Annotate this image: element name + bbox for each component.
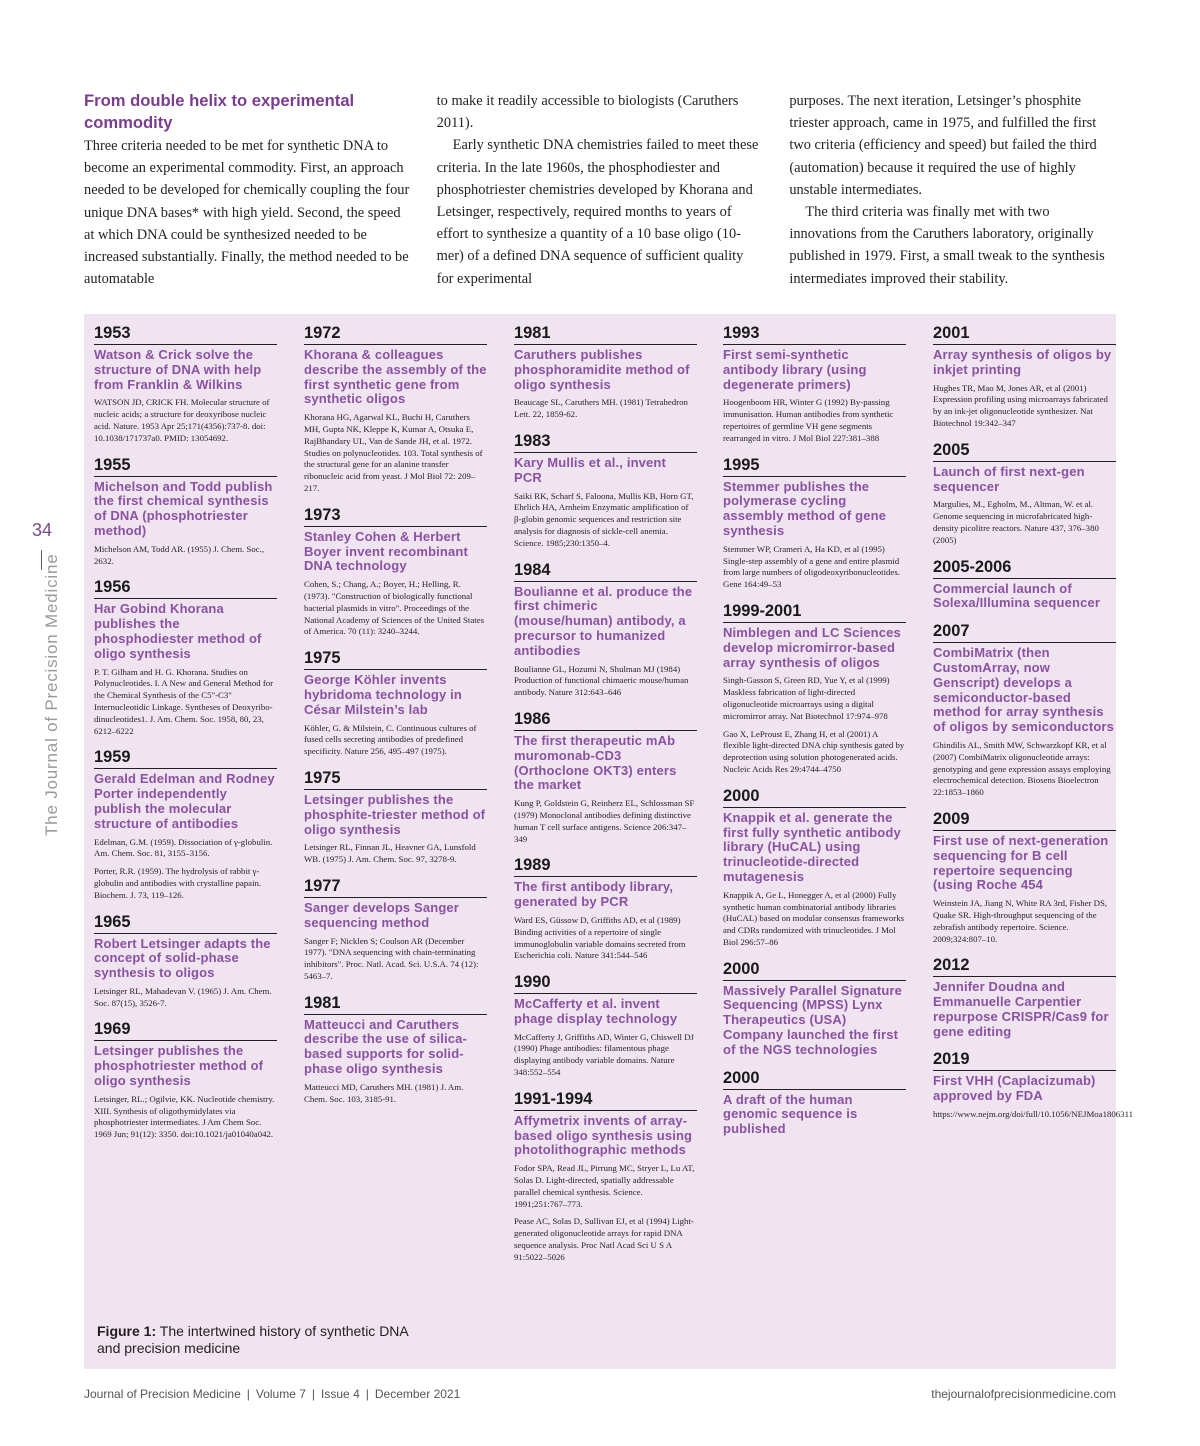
timeline-reference: Matteucci MD, Caruthers MH. (1981) J. Am. Chem. Soc. 103, 3185-91. — [304, 1081, 464, 1104]
timeline-reference: Saiki RK, Scharf S, Faloona, Mullis KB, Horn GT, Ehrlich HA, Arnheim Enzymatic amplification of β-globin genomic sequences and restriction site analysis for diagnosis of sickle-cell anemia. Science. 1985;230:1350–4. — [514, 490, 694, 548]
timeline-event-title: Sanger develops Sanger sequencing method — [304, 899, 460, 930]
page-footer — [84, 1387, 1116, 1403]
journal-name-vertical: The Journal of Precision Medicine — [42, 553, 61, 836]
footer-separator: | — [246, 1387, 250, 1401]
timeline-reference: Porter, R.R. (1959). The hydrolysis of rabbit γ-globulin and antibodies with crystalline papain. Biochem. J. 73, 119–126. — [94, 866, 262, 900]
timeline-entry — [304, 769, 487, 866]
intro-paragraph: to make it readily accessible to biologists (Caruthers 2011). — [436, 93, 739, 132]
timeline-column — [933, 324, 1134, 1132]
timeline-column — [304, 324, 487, 1116]
timeline-entry — [723, 602, 906, 776]
timeline-year: 1990 — [514, 973, 697, 994]
timeline-reference: WATSON JD, CRICK FH. Molecular structure of nucleic acids; a structure for deoxyribose nucleic acid. Nature. 1953 Apr 25;171(4356):737-8. doi: 10.1038/171737a0. PMID: 13054692. — [94, 397, 270, 443]
timeline-entry — [304, 877, 487, 983]
timeline-entry — [514, 561, 697, 699]
timeline-entry — [94, 1020, 277, 1141]
timeline-references — [514, 798, 697, 845]
timeline-entry — [514, 710, 697, 845]
timeline-column — [514, 324, 697, 1275]
timeline-references — [723, 890, 906, 949]
timeline-references — [304, 1082, 487, 1106]
timeline-event-title: Khorana & colleagues describe the assembly of the first synthetic gene from synthetic oligos — [304, 347, 487, 407]
timeline-references — [514, 397, 697, 421]
timeline-event-title: Jennifer Doudna and Emmanuelle Carpentier repurpose CRISPR/Cas9 for gene editing — [933, 979, 1109, 1039]
timeline-event-title: Letsinger publishes the phosphotriester method of oligo synthesis — [94, 1043, 264, 1089]
timeline-entry — [514, 856, 697, 962]
timeline-column — [723, 324, 906, 1148]
timeline-entry — [723, 960, 906, 1058]
intro-paragraph: Three criteria needed to be met for synthetic DNA to become an experimental commodity. First, an approach needed to be developed for chemically coupling the four unique DNA bases* with high yield. Second, the speed at which DNA could be synthesized needed to be increased substantially. Finally, the method needed to be automatable — [84, 138, 410, 288]
side-folio — [0, 500, 84, 860]
timeline-references — [304, 579, 487, 638]
timeline-year: 1975 — [304, 769, 487, 790]
timeline-reference: Pease AC, Solas D, Sullivan EJ, et al (1994) Light-generated oligonucleotide arrays for rapid DNA sequence analysis. Proc Natl Acad Sci U S A 91:5022–5026 — [514, 1216, 694, 1262]
timeline-entry — [933, 558, 1116, 612]
timeline-year: 1956 — [94, 578, 277, 599]
timeline-reference: Michelson AM, Todd AR. (1955) J. Chem. Soc., 2632. — [94, 543, 265, 566]
section-heading: From double helix to experimental commodity — [84, 91, 355, 132]
intro-paragraph: Early synthetic DNA chemistries failed to meet these criteria. In the late 1960s, the phosphodiester and phosphotriester chemistries developed by Khorana and Letsinger, respectively, required months to years of effort to synthesize a quantity of a 10 base oligo (10-mer) of a defined DNA sequence of sufficient quality for experimental — [436, 137, 759, 287]
timeline-year: 1959 — [94, 748, 277, 769]
timeline-entry — [304, 649, 487, 758]
timeline-event-title: George Köhler invents hybridoma technology in César Milstein’s lab — [304, 672, 463, 717]
timeline-event-title: Har Gobind Khorana publishes the phosphodiester method of oligo synthesis — [94, 601, 262, 661]
footer-date: December 2021 — [374, 1387, 461, 1401]
timeline-year: 2019 — [933, 1050, 1116, 1071]
timeline-event-title: McCafferty et al. invent phage display technology — [514, 996, 678, 1026]
timeline-references — [514, 915, 697, 962]
timeline-references — [933, 499, 1116, 546]
timeline-event-title: Kary Mullis et al., invent PCR — [514, 454, 666, 485]
timeline-reference: Edelman, G.M. (1959). Dissociation of γ-globulin. Am. Chem. Soc. 81, 3155–3156. — [94, 836, 273, 859]
timeline-year: 1993 — [723, 324, 906, 345]
timeline-references — [933, 740, 1116, 799]
timeline-references — [94, 544, 277, 568]
timeline-event-title: Stemmer publishes the polymerase cycling assembly method of gene synthesis — [723, 478, 887, 538]
timeline-reference: Ghindilis AL, Smith MW, Schwarzkopf KR, et al (2007) CombiMatrix oligonucleotide arrays: genotyping and gene expression assays employing electrochemical detection. Biosens Bioelectron 22:1853–1860 — [933, 739, 1111, 798]
timeline-reference: https://www.nejm.org/doi/full/10.1056/NEJMoa1806311 — [933, 1109, 1134, 1120]
timeline-references — [514, 1032, 697, 1079]
timeline-references — [723, 544, 906, 591]
timeline-reference: McCafferty J, Griffiths AD, Winter G, Chiswell DJ (1990) Phage antibodies: filamentous phage displaying antibody variable domains. Nature 348:552–554 — [514, 1031, 694, 1078]
timeline-references — [514, 1163, 697, 1263]
timeline-year: 1981 — [514, 324, 697, 345]
timeline-entry — [514, 973, 697, 1079]
timeline-event-title: Watson & Crick solve the structure of DNA with help from Franklin & Wilkins — [94, 347, 262, 392]
intro-paragraph: The third criteria was finally met with two innovations from the Caruthers laboratory, originally published in 1979. First, a small tweak to the synthesis intermediates improved their stability. — [789, 204, 1105, 287]
timeline-reference: Sanger F; Nicklen S; Coulson AR (December 1977). "DNA sequencing with chain-terminating inhibitors". Proc. Natl. Acad. Sci. U.S.A. 74 (12): 5463–7. — [304, 935, 479, 981]
timeline-event-title: CombiMatrix (then CustomArray, now Genscript) develops a semiconductor-based method for array synthesis of oligos by semiconductors — [933, 645, 1115, 735]
timeline-entry — [933, 1050, 1134, 1120]
footer-separator: | — [365, 1387, 369, 1401]
timeline-references — [304, 842, 487, 866]
timeline-references — [514, 491, 697, 550]
footer-website: thejournalofprecisionmedicine.com — [931, 1387, 1116, 1401]
footer-citation — [84, 1387, 460, 1401]
article-intro — [84, 90, 1116, 290]
timeline-year: 1984 — [514, 561, 697, 582]
timeline-entry — [94, 913, 277, 1010]
timeline-entry — [304, 506, 487, 638]
timeline-reference: Singh-Gasson S, Green RD, Yue Y, et al (1999) Maskless fabrication of light-directed oligonucleotide microarrays using a digital micromirror array. Nat Biotechnol 17:974–978 — [723, 675, 890, 721]
timeline-entry — [94, 748, 277, 901]
timeline-event-title: Nimblegen and LC Sciences develop micromirror-based array synthesis of oligos — [723, 624, 901, 670]
timeline-entry — [933, 810, 1116, 945]
timeline-references — [94, 667, 277, 738]
timeline-year: 2005 — [933, 441, 1116, 462]
timeline-year: 2012 — [933, 956, 1116, 977]
timeline-entry — [94, 578, 277, 737]
timeline-reference: Letsinger RL, Finnan JL, Heavner GA, Lunsfold WB. (1975) J. Am. Chem. Soc. 97, 3278-9. — [304, 842, 476, 865]
timeline-reference: Kung P, Goldstein G, Reinherz EL, Schlossman SF (1979) Monoclonal antibodies defining distinctive human T cell surface antigens. Science 206:347–349 — [514, 798, 695, 844]
timeline-year: 2005-2006 — [933, 558, 1116, 579]
timeline-reference: Beaucage SL, Caruthers MH. (1981) Tetrahedron Lett. 22, 1859-62. — [514, 397, 688, 420]
timeline-event-title: Stanley Cohen & Herbert Boyer invent recombinant DNA technology — [304, 528, 468, 574]
timeline-year: 2007 — [933, 622, 1116, 643]
timeline-references — [933, 898, 1116, 945]
timeline-reference: Köhler, G. & Milstein, C. Continuous cultures of fused cells secreting antibodies of predefined specificity. Nature 256, 495–497 (1975). — [304, 722, 477, 757]
timeline-references — [723, 397, 906, 444]
timeline-references — [94, 986, 277, 1010]
timeline-year: 1995 — [723, 456, 906, 477]
timeline-entry — [304, 994, 487, 1106]
timeline-reference: Stemmer WP, Crameri A, Ha KD, et al (1995) Single-step assembly of a gene and entire plasmid from large numbers of oligodeoxyribonucleotides. Gene 164:49–53 — [723, 543, 900, 590]
figure-caption — [97, 1323, 427, 1357]
figure-caption-label: Figure 1: — [97, 1323, 157, 1339]
intro-column-2 — [437, 90, 764, 290]
timeline-reference: Hughes TR, Mao M, Jones AR, et al (2001) Expression profiling using microarrays fabricated by an ink-jet oligonucleotide synthesizer. Nat Biotechnol 19:342–347 — [933, 382, 1108, 428]
timeline-entry — [514, 324, 697, 421]
timeline-column — [94, 324, 277, 1152]
timeline-entry — [723, 324, 906, 445]
timeline-entry — [933, 622, 1116, 799]
timeline-event-title: Letsinger publishes the phosphite-triester method of oligo synthesis — [304, 791, 486, 837]
timeline-entry — [94, 324, 277, 445]
timeline-entry — [933, 324, 1116, 430]
timeline-entry — [723, 1069, 906, 1137]
timeline-event-title: First VHH (Caplacizumab) approved by FDA — [933, 1073, 1096, 1104]
timeline-event-title: Array synthesis of oligos by inkjet printing — [933, 347, 1112, 377]
timeline-reference: Cohen, S.; Chang, A.; Boyer, H.; Helling, R. (1973). "Construction of biologically functional bacterial plasmids in vitro". Proceedings of the National Academy of Sciences of the United States of America. 70 (11): 3240–3244. — [304, 579, 485, 637]
timeline-year: 1973 — [304, 506, 487, 527]
timeline-year: 2000 — [723, 787, 906, 808]
timeline-event-title: Affymetrix invents of array-based oligo synthesis using photolithographic methods — [514, 1112, 693, 1158]
timeline-event-title: First semi-synthetic antibody library (using degenerate primers) — [723, 347, 867, 392]
timeline-reference: Boulianne GL, Hozumi N, Shulman MJ (1984) Production of functional chimaeric mouse/human antibody. Nature 312:643–646 — [514, 663, 689, 698]
timeline-entry — [304, 324, 487, 495]
timeline-year: 1969 — [94, 1020, 277, 1041]
timeline-year: 1986 — [514, 710, 697, 731]
timeline-year: 1972 — [304, 324, 487, 345]
timeline-year: 1991-1994 — [514, 1090, 697, 1111]
timeline-entry — [514, 1090, 697, 1264]
timeline-event-title: The first therapeutic mAb muromonab-CD3 (Orthoclone OKT3) enters the market — [514, 732, 677, 793]
figure-caption-text: The intertwined history of synthetic DNA and precision medicine — [97, 1323, 408, 1356]
timeline-event-title: Matteucci and Caruthers describe the use of silica-based supports for solid-phase oligo synthesis — [304, 1016, 467, 1077]
timeline-reference: Letsinger, RL.; Ogilvie, KK. Nucleotide chemistry. XIII. Synthesis of oligothymidylates via phosphotriester intermediates. J Am Chem Soc. 1969 Jun; 91(12): 3350. doi:10.1021/ja01040a042. — [94, 1093, 275, 1140]
timeline-event-title: Launch of first next-gen sequencer — [933, 463, 1085, 494]
timeline-year: 1975 — [304, 649, 487, 670]
timeline-references — [94, 1094, 277, 1141]
timeline-reference: Letsinger RL, Mahadevan V. (1965) J. Am. Chem. Soc. 87(15), 3526-7. — [94, 985, 272, 1008]
timeline-reference: Hoogenboom HR, Winter G (1992) By-passing immunisation. Human antibodies from synthetic repertoires of germline VH gene segments rearranged in vitro. J Mol Biol 227:381–388 — [723, 397, 894, 443]
footer-issue: Issue 4 — [321, 1387, 360, 1401]
timeline-reference: Knappik A, Ge L, Honegger A, et al (2000) Fully synthetic human combinatorial antibody libraries (HuCAL) based on modular consensus frameworks and CDRs randomized with trinucleotides. J Mol Biol 296:57–86 — [723, 889, 905, 947]
timeline-year: 1981 — [304, 994, 487, 1015]
timeline-figure — [84, 314, 1134, 1369]
timeline-year: 2000 — [723, 1069, 906, 1090]
timeline-entry — [514, 432, 697, 550]
timeline-year: 2009 — [933, 810, 1116, 831]
timeline-references — [94, 837, 277, 902]
timeline-year: 1955 — [94, 456, 277, 477]
timeline-event-title: Caruthers publishes phosphoramidite method of oligo synthesis — [514, 347, 690, 392]
timeline-entry — [94, 456, 277, 568]
timeline-event-title: Commercial launch of Solexa/Illumina sequencer — [933, 580, 1101, 611]
timeline-reference: Weinstein JA, Jiang N, White RA 3rd, Fisher DS, Quake SR. High-throughput sequencing of the zebrafish antibody repertoire. Science. 2009;324:807–10. — [933, 898, 1108, 944]
timeline-references — [514, 664, 697, 699]
timeline-reference: Gao X, LeProust E, Zhang H, et al (2001) A flexible light-directed DNA chip synthesis gated by deprotection using solution photogenerated acids. Nucleic Acids Res 29:4744–4750 — [723, 728, 905, 774]
timeline-reference: Ward ES, Güssow D, Griffiths AD, et al (1989) Binding activities of a repertoire of single immunoglobulin variable domains secreted from Escherichia coli. Nature 341:544–546 — [514, 914, 686, 961]
timeline-event-title: Gerald Edelman and Rodney Porter independently publish the molecular structure of antibodies — [94, 771, 275, 831]
timeline-event-title: Robert Letsinger adapts the concept of solid-phase synthesis to oligos — [94, 935, 271, 981]
timeline-references — [304, 936, 487, 983]
footer-separator: | — [311, 1387, 316, 1401]
timeline-reference: Fodor SPA, Read JL, Pirrung MC, Stryer L, Lu AT, Solas D. Light-directed, spatially addressable parallel chemical synthesis. Science. 1991;251:767–773. — [514, 1163, 695, 1209]
timeline-entry — [723, 787, 906, 949]
timeline-references — [723, 675, 906, 775]
page-number: 34 — [31, 520, 53, 540]
timeline-event-title: Knappik et al. generate the first fully synthetic antibody library (HuCAL) using trinucleotide-directed mutagenesis — [723, 809, 901, 884]
timeline-entry — [933, 956, 1116, 1039]
timeline-event-title: First use of next-generation sequencing for B cell repertoire sequencing (using Roche 454 — [933, 832, 1109, 893]
timeline-references — [933, 1109, 1134, 1121]
timeline-references — [304, 412, 487, 495]
timeline-entry — [933, 441, 1116, 547]
timeline-event-title: A draft of the human genomic sequence is published — [723, 1091, 858, 1137]
timeline-year: 1953 — [94, 324, 277, 345]
timeline-event-title: Massively Parallel Signature Sequencing (MPSS) Lynx Therapeutics (USA) Company launched the first of the NGS technologies — [723, 982, 903, 1057]
timeline-references — [304, 723, 487, 758]
timeline-references — [94, 397, 277, 444]
intro-paragraph: purposes. The next iteration, Letsinger’s phosphite triester approach, came in 1975, and fulfilled the first two criteria (efficiency and speed) but failed the third (automation) because it required the use of highly unstable intermediates. — [789, 93, 1097, 198]
timeline-event-title: Michelson and Todd publish the first chemical synthesis of DNA (phosphotriester method) — [94, 478, 273, 538]
intro-column-3 — [789, 90, 1116, 290]
timeline-year: 1977 — [304, 877, 487, 898]
intro-column-1 — [84, 90, 411, 290]
timeline-year: 2001 — [933, 324, 1116, 345]
timeline-entry — [723, 456, 906, 591]
timeline-event-title: Boulianne et al. produce the first chimeric (mouse/human) antibody, a precursor to humanized antibodies — [514, 583, 693, 658]
footer-journal: Journal of Precision Medicine — [84, 1387, 241, 1401]
timeline-year: 1965 — [94, 913, 277, 934]
timeline-year: 1999-2001 — [723, 602, 906, 623]
timeline-reference: P. T. Gilham and H. G. Khorana. Studies on Polynucleotides. I. A New and General Method for the Chemical Synthesis of the C5"-C3" Internucleotidic Linkage. Syntheses of Deoxyribo-dinucleotides1. J. Am. Chem. Soc. 1958, 80, 23, 6212–6222 — [94, 666, 274, 736]
timeline-year: 1983 — [514, 432, 697, 453]
footer-volume: Volume 7 — [255, 1387, 306, 1401]
timeline-reference: Margulies, M., Egholm, M., Altman, W. et al. Genome sequencing in microfabricated high-density picolitre reactors. Nature 437, 376–380 (2005) — [933, 499, 1099, 545]
timeline-references — [933, 383, 1116, 430]
timeline-event-title: The first antibody library, generated by PCR — [514, 879, 674, 910]
timeline-year: 1989 — [514, 856, 697, 877]
timeline-reference: Khorana HG, Agarwal KL, Buchi H, Caruthers MH, Gupta NK, Kleppe K, Kumar A, Otsuka E, RajBhandary UL, Van de Sande JH, et al. 1972. Studies on polynucleotides. 103. Total synthesis of the structural gene for an alanine transfer ribonucleic acid from yeast. J Mol Biol 72: 209–217. — [304, 412, 483, 493]
timeline-year: 2000 — [723, 960, 906, 981]
